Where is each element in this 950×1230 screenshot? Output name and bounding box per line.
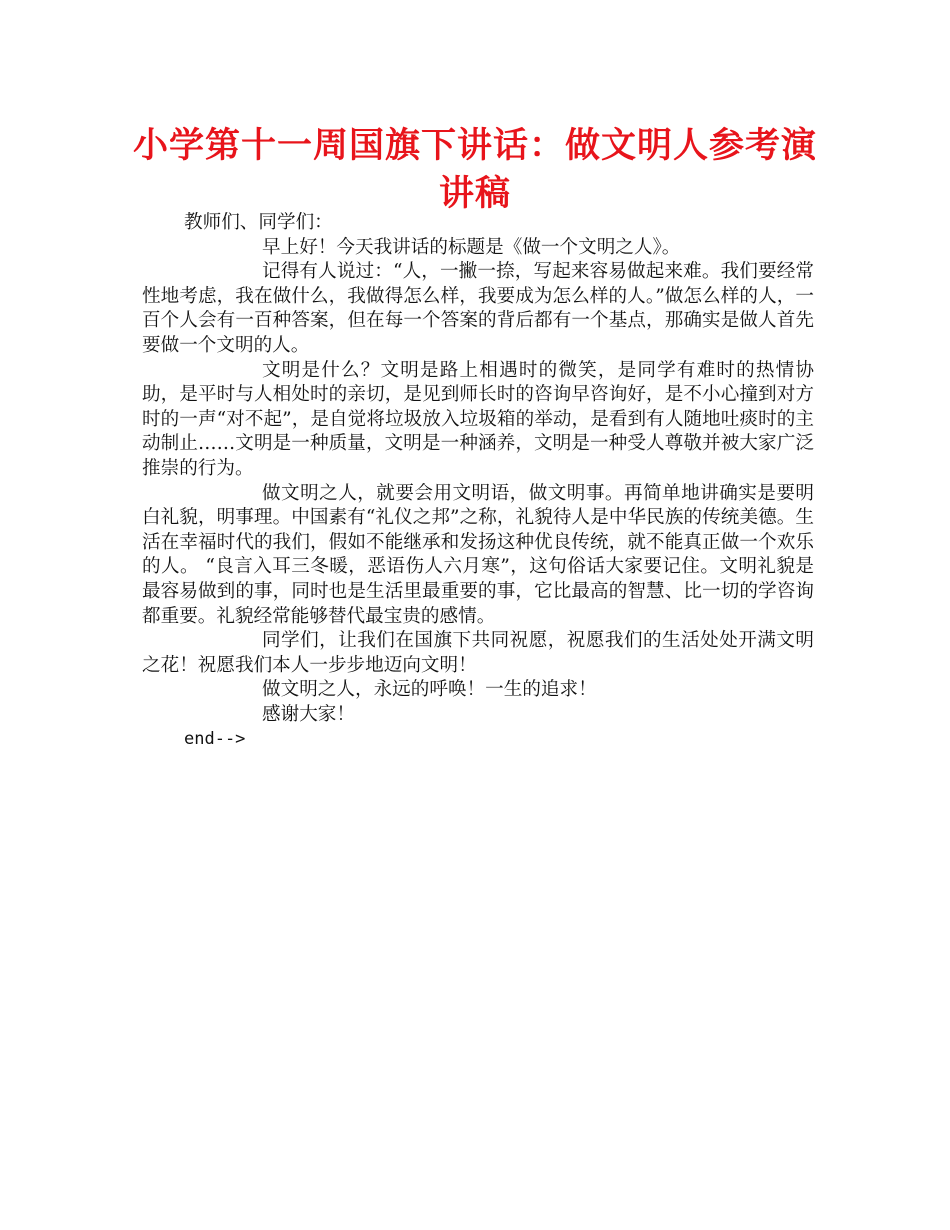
document-title: 小学第十一周国旗下讲话：做文明人参考演讲稿 <box>132 126 817 214</box>
paragraph-quote: 记得有人说过：“人，一撇一捺，写起来容易做起来难。我们要经常性地考虑，我在做什么，我做得怎么样，我要成为怎么样的人。”做怎么样的人，一百个人会有一百种答案，但在每一个答案的背后都有一个基点，那确实是做人首先要做一个文明的人。 <box>142 261 814 356</box>
paragraph-wishes: 同学们，让我们在国旗下共同祝愿，祝愿我们的生活处处开满文明之花！祝愿我们本人一步步地迈向文明！ <box>142 630 814 676</box>
paragraph-be-civil: 做文明之人，就要会用文明语，做文明事。再简单地讲确实是要明白礼貌，明事理。中国素有“礼仪之邦”之称，礼貌待人是中华民族的传统美德。生活在幸福时代的我们，假如不能继承和发扬这种优良传统，就不能真正做一个欢乐的人。 “良言入耳三冬暖，恶语伤人六月寒”，这句俗话大家要记住。文明礼貌是最容易做到的事，同时也是生活里最重要的事，它比最高的智慧、比一切的学咨询都重要。礼貌经常能够替代最宝贵的感情。 <box>142 482 814 627</box>
salutation: 教师们、同学们： <box>184 212 333 233</box>
paragraph-what-is-civility: 文明是什么？文明是路上相遇时的微笑，是同学有难时的热情协助，是平时与人相处时的亲切，是见到师长时的咨询早咨询好，是不小心撞到对方时的一声“对不起”，是自觉将垃圾放入垃圾箱的举动，是看到有人随地吐痰时的主动制止……文明是一种质量，文明是一种涵养，文明是一种受人尊敬并被大家广泛推崇的行为。 <box>142 359 814 479</box>
paragraph-thanks: 感谢大家！ <box>262 703 355 725</box>
paragraph-greeting: 早上好！今天我讲话的标题是《做一个文明之人》。 <box>262 236 681 258</box>
end-marker: end--> <box>184 729 246 750</box>
document-body <box>142 211 814 752</box>
paragraph-call: 做文明之人，永远的呼唤！一生的追求！ <box>262 679 597 701</box>
